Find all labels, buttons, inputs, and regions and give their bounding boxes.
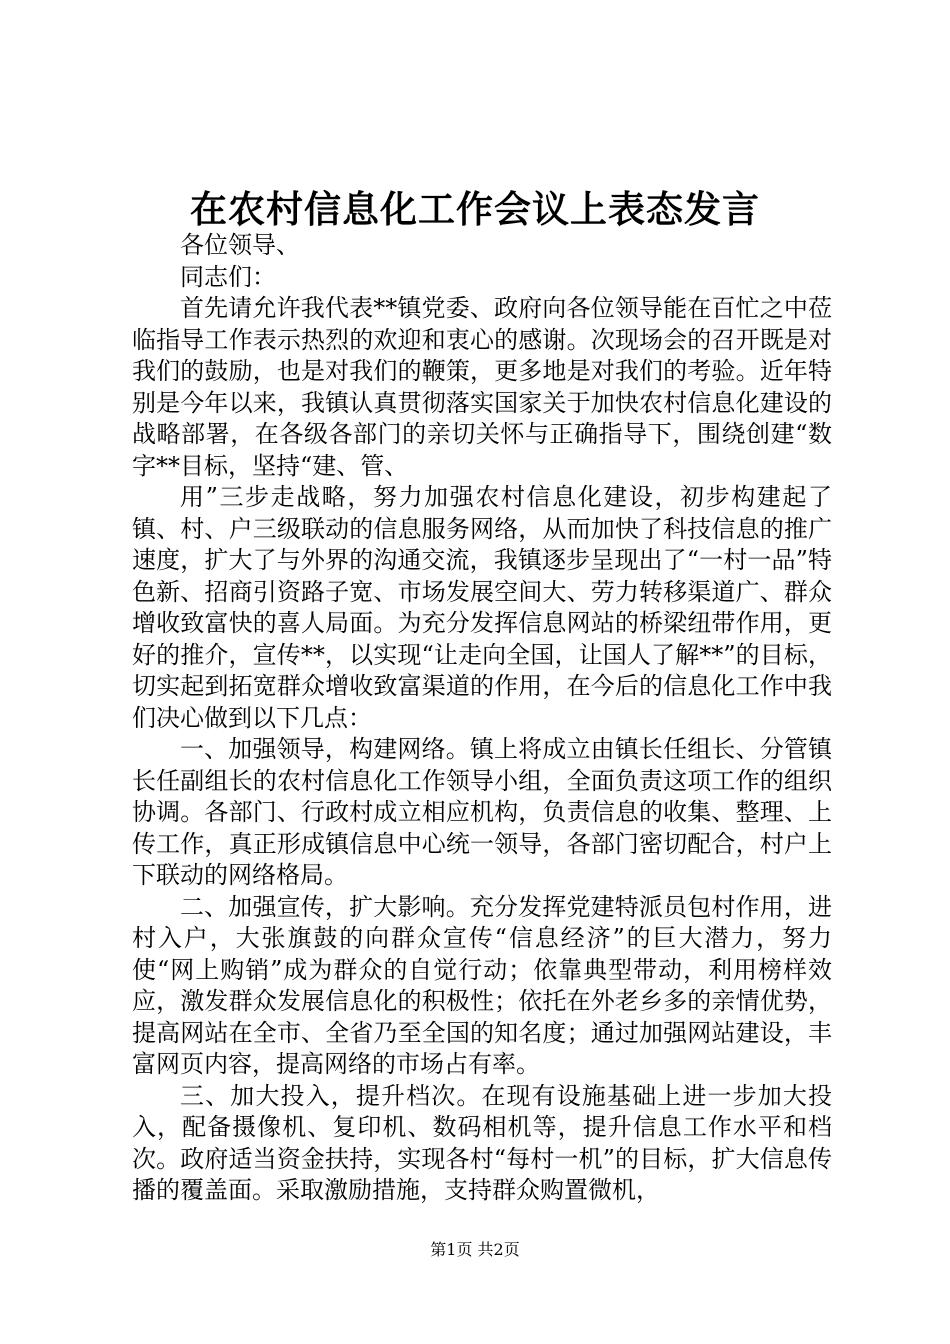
salutation-line-2: 同志们：	[180, 262, 276, 291]
page-footer: 第1页 共2页	[430, 1240, 520, 1259]
paragraph-intro: 首先请允许我代表**镇党委、政府向各位领导能在百忙之中莅临指导工作表示热烈的欢迎和衷心的感谢。次现场会的召开既是对我们的鼓励，也是对我们的鞭策，更多地是对我们的考验。近年特别是今年以来，我镇认真贯彻落实国家关于加快农村信息化建设的战略部署，在各级各部门的亲切关怀与正确指导下，围绕创建“数字**目标，坚持“建、管、	[132, 294, 832, 480]
paragraph-point-2: 二、加强宣传，扩大影响。充分发挥党建特派员包村作用，进村入户，大张旗鼓的向群众宣传“信息经济”的巨大潜力，努力使“网上购销”成为群众的自觉行动；依靠典型带动，利用榜样效应，激发群众发展信息化的积极性；依托在外老乡多的亲情优势，提高网站在全市、全省乃至全国的知名度；通过加强网站建设，丰富网页内容，提高网络的市场占有率。	[132, 892, 832, 1078]
salutation-line-1: 各位领导、	[180, 231, 300, 259]
paragraph-point-3: 三、加大投入，提升档次。在现有设施基础上进一步加大投入，配备摄像机、复印机、数码相机等，提升信息工作水平和档次。政府适当资金扶持，实现各村“每村一机”的目标，扩大信息传播的覆盖面。采取激励措施，支持群众购置微机，	[132, 1081, 832, 1204]
document-title: 在农村信息化工作会议上表态发言	[190, 187, 760, 231]
document-body	[132, 230, 832, 1207]
paragraph-strategy: 用”三步走战略，努力加强农村信息化建设，初步构建起了镇、村、户三级联动的信息服务网络，从而加快了科技信息的推广速度，扩大了与外界的沟通交流，我镇逐步呈现出了“一村一品”特色新、招商引资路子宽、市场发展空间大、劳力转移渠道广、群众增收致富快的喜人局面。为充分发挥信息网站的桥梁纽带作用，更好的推介，宣传**，以实现“让走向全国，让国人了解**”的目标，切实起到拓宽群众增收致富渠道的作用，在今后的信息化工作中我们决心做到以下几点：	[132, 483, 832, 732]
paragraph-point-1: 一、加强领导，构建网络。镇上将成立由镇长任组长、分管镇长任副组长的农村信息化工作领导小组，全面负责这项工作的组织协调。各部门、行政村成立相应机构，负责信息的收集、整理、上传工作，真正形成镇信息中心统一领导，各部门密切配合，村户上下联动的网络格局。	[132, 735, 832, 889]
